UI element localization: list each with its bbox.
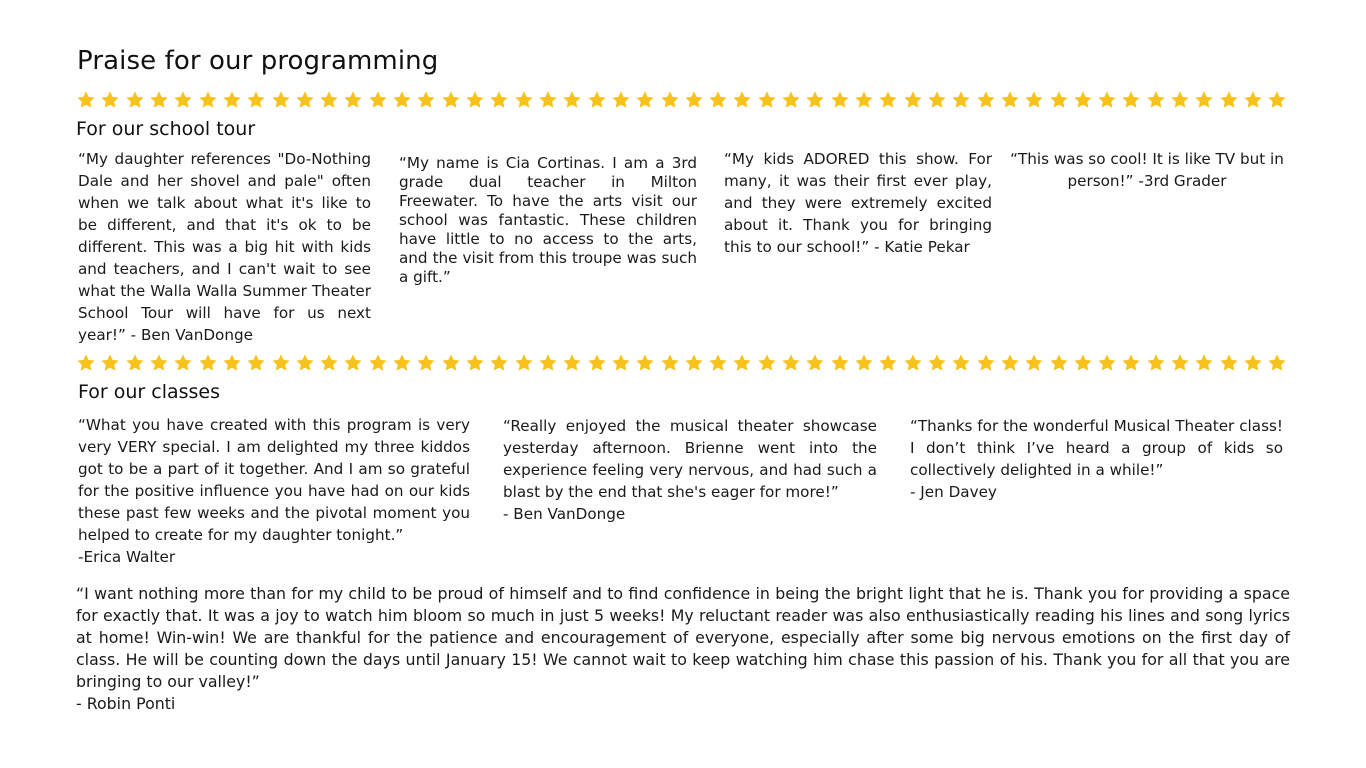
star-icon [100, 353, 120, 373]
star-icon [1049, 353, 1069, 373]
star-icon [319, 353, 339, 373]
star-icon [1097, 353, 1117, 373]
star-icon [1267, 353, 1287, 373]
star-icon [222, 353, 242, 373]
star-icon [198, 90, 218, 110]
classes-long-quote [76, 583, 1290, 715]
star-icon [1146, 353, 1166, 373]
school-tour-quote-3 [724, 148, 992, 258]
star-icon [489, 90, 509, 110]
star-icon [173, 90, 193, 110]
star-icon [441, 90, 461, 110]
quote-text: “Thanks for the wonderful Musical Theater class! I don’t think I’ve heard a group of kids so collectively delighted in a while!” [910, 417, 1283, 479]
star-icon [416, 90, 436, 110]
star-icon [1243, 353, 1263, 373]
star-icon [489, 353, 509, 373]
quote-text: “Really enjoyed the musical theater showcase yesterday afternoon. Brienne went into the experience feeling very nervous, and had such a blast by the end that she's eager for more!” [503, 417, 877, 501]
star-icon [1121, 353, 1141, 373]
star-icon [830, 90, 850, 110]
quote-author: - Ben VanDonge [503, 505, 626, 523]
classes-quote-1 [78, 414, 470, 568]
quote-text: “What you have created with this program is very very VERY special. I am delighted my three kiddos got to be a part of it together. And I am so grateful for the positive influence you have had on our kids these past few weeks and the pivotal moment you helped to create for my daughter tonight.” [78, 416, 470, 544]
star-icon [149, 353, 169, 373]
star-icon [587, 353, 607, 373]
star-icon [927, 353, 947, 373]
star-icon [222, 90, 242, 110]
star-icon [805, 90, 825, 110]
star-icon [1097, 90, 1117, 110]
star-icon [465, 353, 485, 373]
quote-text: “My kids ADORED this show. For many, it was their first ever play, and they were extremely excited about it. Thank you for bringing this to our school!” - Katie Pekar [724, 150, 992, 256]
star-icon [319, 90, 339, 110]
star-icon [951, 353, 971, 373]
star-icon [343, 90, 363, 110]
star-icon [1194, 353, 1214, 373]
star-icon [611, 353, 631, 373]
star-icon [1267, 90, 1287, 110]
star-icon [295, 353, 315, 373]
star-icon [562, 353, 582, 373]
star-icon [684, 90, 704, 110]
star-divider-middle [76, 352, 1288, 374]
star-icon [587, 90, 607, 110]
quote-text: “My name is Cia Cortinas. I am a 3rd grade dual teacher in Milton Freewater. To have the arts visit our school was fantastic. These children have little to no access to the arts, and the visit from this troupe was such a gift.” [399, 154, 697, 286]
school-tour-heading: For our school tour [76, 118, 256, 140]
star-icon [416, 353, 436, 373]
star-icon [271, 353, 291, 373]
star-icon [1073, 90, 1093, 110]
star-icon [538, 353, 558, 373]
school-tour-quote-1 [78, 148, 371, 346]
star-icon [757, 90, 777, 110]
star-icon [1049, 90, 1069, 110]
star-icon [878, 353, 898, 373]
star-icon [708, 90, 728, 110]
star-icon [854, 90, 874, 110]
star-icon [76, 353, 96, 373]
star-icon [514, 90, 534, 110]
star-icon [660, 90, 680, 110]
star-icon [368, 353, 388, 373]
star-icon [271, 90, 291, 110]
star-icon [660, 353, 680, 373]
star-icon [100, 90, 120, 110]
star-icon [76, 90, 96, 110]
quote-author: - Robin Ponti [76, 694, 176, 713]
quote-author: -Erica Walter [78, 548, 176, 566]
star-icon [1219, 353, 1239, 373]
star-icon [635, 353, 655, 373]
star-icon [781, 90, 801, 110]
star-icon [732, 90, 752, 110]
star-icon [1073, 353, 1093, 373]
star-icon [368, 90, 388, 110]
star-icon [514, 353, 534, 373]
star-icon [927, 90, 947, 110]
star-icon [149, 90, 169, 110]
star-icon [878, 90, 898, 110]
star-icon [732, 353, 752, 373]
school-tour-quote-4 [1010, 148, 1284, 192]
star-icon [903, 90, 923, 110]
star-icon [708, 353, 728, 373]
star-icon [1170, 90, 1190, 110]
star-icon [246, 353, 266, 373]
school-tour-quote-2 [399, 154, 697, 287]
quote-author: - Jen Davey [910, 483, 997, 501]
classes-quote-2 [503, 415, 877, 525]
star-icon [441, 353, 461, 373]
star-icon [611, 90, 631, 110]
star-divider-top [76, 89, 1288, 111]
star-icon [757, 353, 777, 373]
star-icon [1194, 90, 1214, 110]
quote-text: “I want nothing more than for my child to be proud of himself and to find confidence in being the bright light that he is. Thank you for providing a space for exactly that. It was a joy to watch him bloom so much in just 5 weeks! My reluctant reader was also enthusiastically reading his lines and song lyrics at home! Win-win! We are thankful for the patience and encouragement of everyone, especially after some big nervous emotions on the first day of class. He will be counting down the days until January 15! We cannot wait to keep watching him chase this passion of his. Thank you for all that you are bringing to our valley!” [76, 584, 1290, 691]
star-icon [246, 90, 266, 110]
star-icon [538, 90, 558, 110]
star-icon [1146, 90, 1166, 110]
star-icon [903, 353, 923, 373]
star-icon [465, 90, 485, 110]
star-icon [125, 353, 145, 373]
star-icon [125, 90, 145, 110]
star-icon [951, 90, 971, 110]
star-icon [198, 353, 218, 373]
star-icon [684, 353, 704, 373]
star-icon [1170, 353, 1190, 373]
classes-quote-3 [910, 415, 1283, 503]
page-title: Praise for our programming [77, 46, 439, 76]
star-icon [1000, 353, 1020, 373]
star-icon [392, 90, 412, 110]
star-icon [1121, 90, 1141, 110]
star-icon [1219, 90, 1239, 110]
classes-heading: For our classes [78, 381, 220, 403]
star-icon [976, 353, 996, 373]
quote-text: “This was so cool! It is like TV but in person!” -3rd Grader [1010, 150, 1284, 190]
star-icon [854, 353, 874, 373]
star-icon [1024, 90, 1044, 110]
quote-text: “My daughter references "Do-Nothing Dale and her shovel and pale" often when we talk about what it's like to be different, and that it's ok to be different. This was a big hit with kids and teachers, and I can't wait to see what the Walla Walla Summer Theater School Tour will have for us next year!” - Ben VanDonge [78, 150, 371, 344]
star-icon [562, 90, 582, 110]
star-icon [976, 90, 996, 110]
star-icon [343, 353, 363, 373]
star-icon [1024, 353, 1044, 373]
star-icon [295, 90, 315, 110]
star-icon [830, 353, 850, 373]
star-icon [392, 353, 412, 373]
star-icon [1000, 90, 1020, 110]
star-icon [173, 353, 193, 373]
star-icon [805, 353, 825, 373]
star-icon [781, 353, 801, 373]
star-icon [635, 90, 655, 110]
star-icon [1243, 90, 1263, 110]
